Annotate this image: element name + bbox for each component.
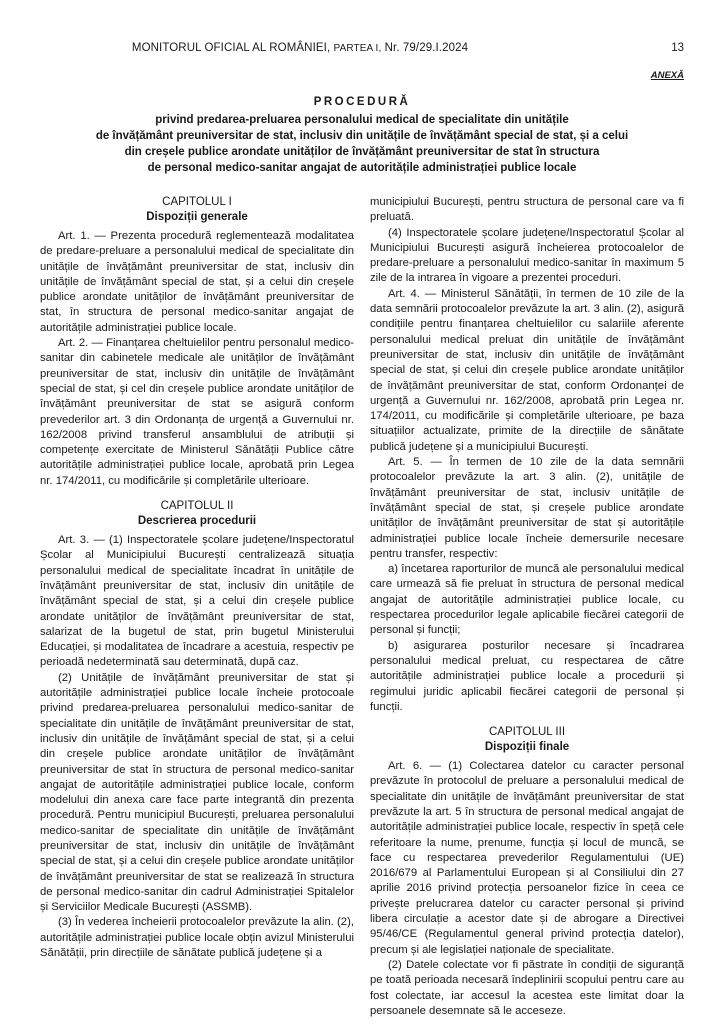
article-paragraph: (2) Datele colectate vor fi păstrate în condiții de siguranță pe toată perioada necesară îndeplinirii scopului pentru care au fost colectate, iar accesul la acestea este limitat doar la persoanele desemnate să le acceseze. [370, 958, 684, 1017]
article-paragraph: municipiului București, pentru structura de personal care va fi preluată. [370, 196, 684, 224]
title-line: de învățământ preuniversitar de stat, inclusiv din unitățile de învățământ special de stat, și a celui [95, 130, 629, 142]
running-header [0, 42, 600, 54]
document-title [40, 96, 684, 176]
page-number: 13 [671, 42, 684, 54]
article-paragraph: (3) În vederea încheierii protocoalelor prevăzute la alin. (2), autoritățile administrației publice locale obțin avizul Ministerului Sănătății, prin direcțiile de sănătate publică județene și a [40, 916, 354, 960]
journal-name: MONITORUL OFICIAL AL ROMÂNIEI, [131, 42, 331, 54]
chapter-title: Dispoziții finale [484, 741, 570, 754]
journal-issue: Nr. 79/29.I.2024 [384, 42, 469, 54]
article-paragraph: b) asigurarea posturilor necesare și încadrarea personalului medical preluat, cu respectarea de către autoritățile administrației publice locale a procedurii și regimului juridic aplicabil fiecărei categorii de personal și funcții. [370, 639, 684, 713]
article-paragraph: Art. 1. — Prezenta procedură reglementează modalitatea de predare-preluare a personalului medical de specialitate din unitățile de învățământ preuniversitar de stat, inclusiv din unitățile de învățământ special de stat, și a celui din creșele publice arondate unităților de învățământ preuniversitar de stat, în structura de personal medico-sanitar angajat de autoritățile administrației publice locale. [40, 230, 354, 334]
journal-part: PARTEA I, [333, 43, 382, 54]
chapter-label: CAPITOLUL I [162, 196, 232, 208]
article-paragraph: Art. 3. — (1) Inspectoratele școlare județene/Inspectoratul Școlar al Municipiului București centralizează situația personalului medical de specialitate încadrat în unitățile de învățământ preuniversitar de stat, inclusiv din unitățile de învățământ special de stat, și a celui din creșele publice arondate unităților de învățământ preuniversitar de stat, salarizat de la bugetul de stat, prin bugetul Ministerului Educației, și modalitatea de încadrare a acestuia, respectiv pe perioadă nedeterminată sau determinată, după caz. [40, 534, 354, 669]
left-column [40, 195, 354, 961]
chapter-title: Descrierea procedurii [137, 515, 257, 528]
chapter-label: CAPITOLUL II [160, 500, 234, 513]
article-paragraph: Art. 6. — (1) Colectarea datelor cu caracter personal prevăzute în protocolul de preluare a personalului medical de specialitate din unitățile de învățământ preuniversitar de stat prevăzute la art. 5 în structura de personal medical angajat de autoritățile administrației publice locale, respectiv în speță cele referitoare la nume, prenume, funcția și locul de muncă, se face cu respectarea prevederilor Regulamentului (UE) 2016/679 al Parlamentului European și al Consiliului din 27 aprilie 2016 privind protecția persoanelor fizice în ceea ce privește prelucrarea datelor cu caracter personal și privind libera circulație a acestor date și de abrogare a Directivei 95/46/CE (Regulamentul general privind protecția datelor), precum și ale legislației naționale de specialitate. [370, 760, 684, 956]
title-line: privind predarea-preluarea personalului medical de specialitate din unitățile [155, 114, 569, 126]
title-line: din creșele publice arondate unităților de învățământ preuniversitar de stat în structura [124, 146, 600, 158]
title-main: PROCEDURĂ [313, 96, 411, 108]
chapter-label: CAPITOLUL III [488, 726, 566, 739]
annex-label: ANEXĂ [650, 70, 684, 81]
article-paragraph: (4) Inspectoratele școlare județene/Inspectoratul Școlar al Municipiului București asigură încheierea protocoalelor de predare-preluare a personalului medico-sanitar în maximum 5 zile de la intrarea în vigoare a prezentei proceduri. [370, 226, 684, 285]
article-paragraph: Art. 5. — În termen de 10 zile de la data semnării protocoalelor prevăzute la art. 3 alin. (2), unitățile de învățământ preuniversitar de stat, inclusiv unitățile de învățământ special de stat, și creșele publice arondate unităților de învățământ preuniversitar de stat și autoritățile administrației publice locale încheie demersurile necesare pentru transfer, respectiv: [370, 456, 684, 560]
right-column [370, 195, 684, 1019]
article-paragraph: Art. 4. — Ministerul Sănătății, în termen de 10 zile de la data semnării protocoalelor prevăzute la art. 3 alin. (2), asigură condițiile pentru finanțarea cheltuielilor cu salariile aferente personalului medical preluat din unitățile de învățământ preuniversitar de stat, inclusiv din unitățile de învățământ special de stat, și celui din creșele publice arondate unităților de învățământ preuniversitar de stat, conform Ordonanței de urgență a Guvernului nr. 162/2008, aprobată prin Legea nr. 174/2011, cu modificările și completările ulterioare, pe baza situațiilor actualizate, primite de la direcțiile de sănătate publică județene și a municipiului București. [370, 287, 684, 453]
title-line: de personal medico-sanitar angajat de autoritățile administrației publice locale [147, 162, 577, 174]
chapter-title: Dispoziții generale [146, 211, 248, 223]
article-paragraph: Art. 2. — Finanțarea cheltuielilor pentru personalul medico-sanitar din cabinetele medicale ale unităților de învățământ preuniversitar de stat, inclusiv din unitățile de învățământ special de stat, și cel din creșele publice arondate unităților de învățământ preuniversitar de stat se asigură conform prevederilor art. 3 din Ordonanța de urgență a Guvernului nr. 162/2008 privind transferul ansamblului de atribuții și competențe exercitate de Ministerul Sănătății Publice către autoritățile administrației publice locale, aprobată prin Legea nr. 174/2011, cu modificările și completările ulterioare. [40, 337, 354, 487]
article-paragraph: (2) Unitățile de învățământ preuniversitar de stat și autoritățile administrației publice locale încheie protocoale privind predarea-preluarea personalului medico-sanitar de specialitate din unitățile de învățământ preuniversitar de stat, inclusiv din unitățile de învățământ special de stat, și a celui din creșele publice arondate unităților de învățământ preuniversitar de stat în structura de personal medico-sanitar angajat de autoritățile administrației publice locale, conform modelului din anexa care face parte integrantă din prezenta procedură. Pentru municipiul București, preluarea personalului medico-sanitar de specialitate din unitățile de învățământ preuniversitar de stat, inclusiv din unitățile de învățământ special de stat, și a celui din creșele publice arondate unităților de învățământ preuniversitar de stat se realizează în structura de personal medico-sanitar din cadrul Administrației Spitalelor și Serviciilor Medicale București (ASSMB). [40, 671, 354, 914]
article-paragraph: a) încetarea raporturilor de muncă ale personalului medical care urmează să fie preluat în structura de personal medical angajat de autoritățile administrației publice locale, cu respectarea procedurilor legale aplicabile fiecărei categorii de personal și funcții; [370, 563, 684, 637]
